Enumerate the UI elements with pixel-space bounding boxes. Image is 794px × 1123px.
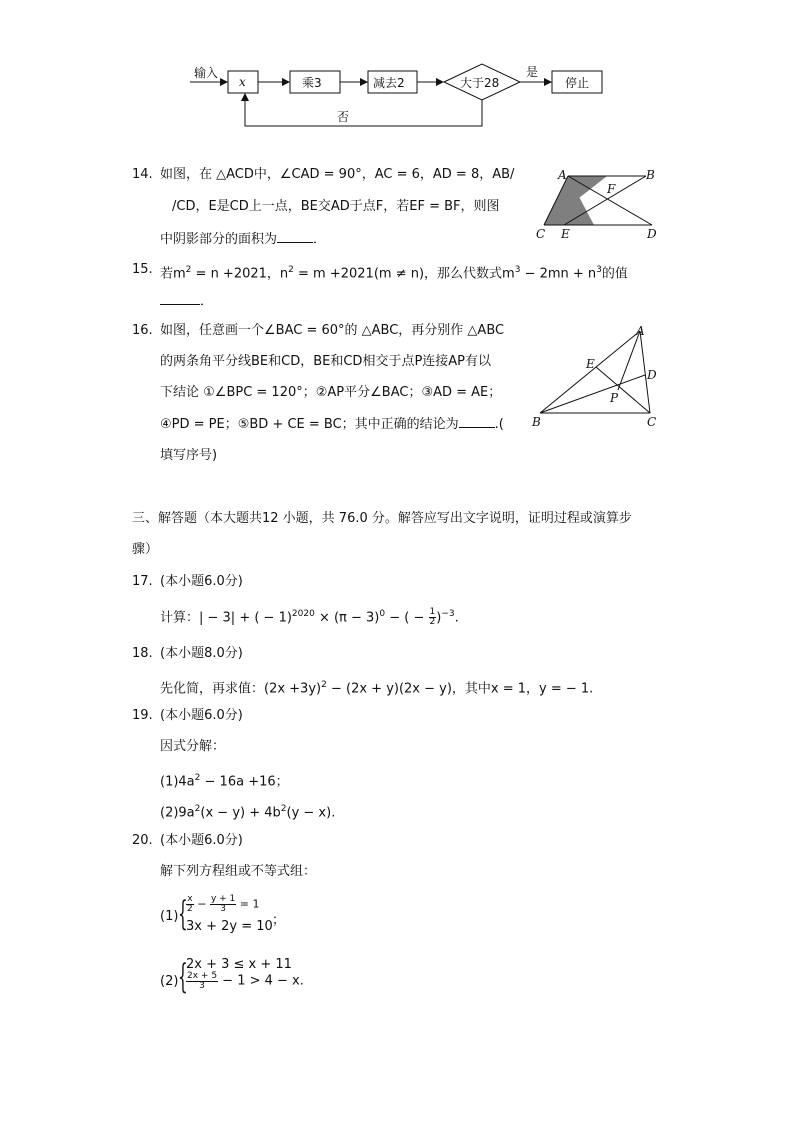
q14-answer-blank: [277, 230, 313, 243]
q14-line2: /CD，E是CD上一点，BE交AD于点F，若EF = BF，则图: [172, 199, 500, 214]
q20-p2-eq2-end: − 1 > 4 − x: [218, 973, 300, 989]
q14-line3-end: ．: [313, 232, 327, 247]
q16-answer-blank: [459, 415, 495, 428]
flow-diamond-label: 大于28: [460, 76, 500, 90]
q16-line1: 如图，任意画一个∠BAC = 60°的 △ABC，再分别作 △ABC: [160, 323, 505, 338]
q14-figure: [530, 165, 665, 245]
q15-text-e: 的值: [601, 266, 628, 282]
q16-label-B: B: [532, 415, 541, 429]
q15-line2-end: ．: [200, 294, 214, 309]
section3-heading-cont: 骤）: [132, 542, 159, 557]
q15-text-a: 若m: [160, 266, 186, 282]
q15-answer-blank: [160, 292, 200, 305]
q20-p1-frac2-den: 3: [220, 904, 226, 914]
q18-text-a: 先化简，再求值：(2x +3y): [160, 681, 322, 697]
q17-number: 17.: [132, 574, 153, 589]
q20-p2-frac-num: 2x + 5: [187, 971, 218, 981]
q16-label-E: E: [586, 357, 595, 371]
q17-expression: [160, 605, 459, 627]
q15-text-c: = m +2021(m ≠ n)，那么代数式m: [293, 266, 515, 282]
q20-p1-frac1-num: x: [187, 894, 193, 904]
q20-p2-eq1: 2x + 3 ≤ x + 11: [186, 957, 292, 972]
q14-label-B: B: [646, 168, 655, 182]
q18-text-b: − (2x + y)(2x − y)，其中x = 1，y = − 1.: [326, 681, 594, 697]
q14-label-D: D: [647, 227, 657, 241]
q15-text-b: = n +2021，n: [191, 266, 289, 282]
q20-p2-frac: [186, 972, 218, 991]
q16-label-D: D: [647, 368, 657, 382]
q20-p2-frac-den: 3: [199, 981, 205, 991]
q15-sup-a: 2: [185, 265, 192, 275]
q20-p1-frac1: [186, 895, 194, 914]
q19-part1: [160, 769, 289, 791]
q19-p1-b: − 16a +16；: [200, 774, 289, 790]
q19-p2-b: (x − y) + 4b: [200, 805, 281, 821]
q17-frac-num: 1: [429, 607, 436, 618]
q20-number: 20.: [132, 833, 153, 848]
q19-p1-a: (1)4a: [160, 774, 195, 790]
q19-p2-a: (2)9a: [160, 805, 195, 821]
q18-score: (本小题8.0分): [160, 646, 243, 661]
q20-p1-end: ；: [272, 913, 286, 928]
q17-sup-neg3: −3: [441, 609, 455, 619]
q20-p1-frac2-num: y + 1: [210, 894, 236, 904]
q15-sup-c: 3: [514, 265, 521, 275]
q18-expression: [160, 676, 593, 698]
q17-sup-2020: 2020: [291, 609, 315, 619]
flow-box-stop-label: 停止: [565, 76, 590, 90]
q14-line3-text: 中阴影部分的面积为: [160, 232, 278, 247]
q17-text-c: − ( −: [385, 610, 429, 626]
flow-no-label: 否: [337, 110, 350, 124]
q16-line3: 下结论 ①∠BPC = 120°；②AP平分∠BAC；③AD = AE；: [160, 385, 502, 400]
q20-p1-eq2: 3x + 2y = 10: [186, 919, 273, 934]
q16-label-A: A: [636, 324, 645, 338]
q19-part2: [160, 800, 335, 822]
flow-yes-label: 是: [526, 65, 539, 79]
q16-line2: 的两条角平分线BE和CD，BE和CD相交于点P连接AP有以: [160, 354, 492, 369]
q20-p2-brace: {: [178, 957, 188, 997]
q19-number: 19.: [132, 708, 153, 723]
q16-line4-text: ④PD = PE；⑤BD + CE = BC；其中正确的结论为: [160, 417, 459, 432]
q20-intro: 解下列方程组或不等式组：: [160, 864, 317, 879]
q17-sup-0: 0: [379, 609, 386, 619]
q20-p1-eq1-end: = 1: [236, 897, 260, 911]
q20-p1-eq1: [186, 895, 260, 914]
section3-heading: 三、解答题（本大题共12 小题，共 76.0 分。解答应写出文字说明，证明过程或演算步: [132, 511, 632, 526]
q16-line5: 填写序号): [160, 448, 218, 463]
q16-number: 16.: [132, 323, 153, 338]
flow-input-label: 输入: [194, 66, 219, 80]
q14-number: 14.: [132, 167, 153, 182]
q14-label-F: F: [607, 182, 616, 196]
q14-line3: [160, 230, 326, 249]
q14-label-C: C: [536, 227, 546, 241]
q19-p2-sup: 2: [194, 804, 201, 814]
q15-line1: [160, 261, 628, 283]
q17-score: (本小题6.0分): [160, 574, 243, 589]
q19-p2-sup2: 2: [280, 804, 287, 814]
q17-frac-den: 2: [429, 617, 436, 628]
q19-p2-c: (y − x).: [286, 805, 336, 821]
q20-p1-brace: {: [178, 894, 188, 934]
q15-sup-d: 3: [596, 265, 602, 275]
q16-label-C: C: [647, 415, 657, 429]
q20-p2-eq2: [186, 972, 304, 991]
q19-intro: 因式分解：: [160, 739, 226, 754]
flow-box-x-label: x: [239, 75, 246, 89]
flow-box-sub-label: 减去2: [373, 76, 405, 90]
q18-sup: 2: [321, 680, 327, 690]
q15-line2: [160, 292, 213, 311]
q20-p1-mid: −: [193, 897, 210, 911]
q17-text-b: × (π − 3): [314, 610, 380, 626]
q20-score: (本小题6.0分): [160, 833, 243, 848]
q15-number: 15.: [132, 262, 153, 277]
q16-line4: [160, 415, 504, 434]
q17-text-e: .: [454, 610, 459, 626]
q19-p1-sup: 2: [194, 773, 201, 783]
q20-p2-end: .: [299, 973, 304, 989]
q20-p1-frac2: [210, 895, 236, 914]
q20-p1-label: (1): [160, 909, 179, 924]
q20-p1-frac1-den: 2: [187, 904, 193, 914]
q16-label-P: P: [610, 391, 619, 405]
q16-line4-end: .(: [494, 417, 504, 432]
q15-text-d: − 2mn + n: [520, 266, 597, 282]
q19-score: (本小题6.0分): [160, 708, 243, 723]
q17-text-d: ): [436, 610, 442, 626]
q14-line1: 如图，在 △ACD中，∠CAD = 90°，AC = 6，AD = 8，AB/: [160, 167, 515, 182]
q14-label-A: A: [558, 168, 567, 182]
q15-sup-b: 2: [288, 265, 294, 275]
q18-number: 18.: [132, 646, 153, 661]
flow-box-mul-label: 乘3: [302, 76, 322, 90]
q14-label-E: E: [561, 227, 570, 241]
q16-figure: [530, 320, 665, 432]
q20-p2-label: (2): [160, 974, 179, 989]
q17-text-a: 计算：| − 3| + ( − 1): [160, 610, 292, 626]
flowchart-diagram: [185, 58, 625, 132]
